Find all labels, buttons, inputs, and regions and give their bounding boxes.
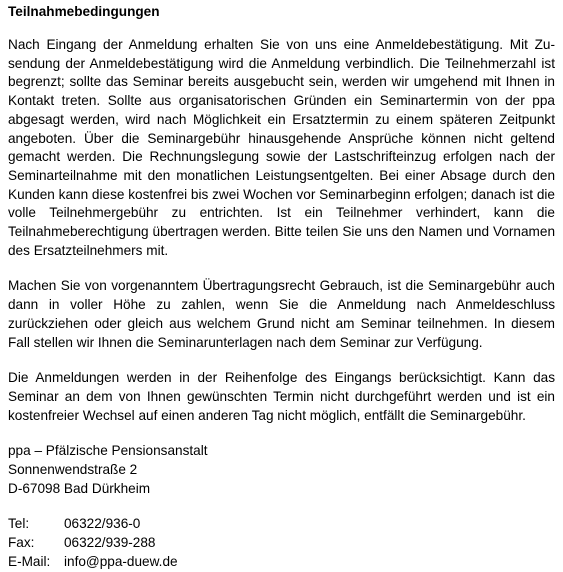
address-company: ppa – Pfälzische Pensionsanstalt xyxy=(8,443,208,459)
paragraph-registration: Nach Eingang der Anmeldung erhalten Sie von uns eine Anmeldebestätigung. Mit Zusendung der Anmeldebestätigung wird die Anmeldung verbindlich. Die Teilnehmerzahl ist begrenzt; sollte das Seminar bereits ausgebucht sein, werden wir umgehend mit Ihnen in Kontakt treten. Sollte aus organisatorischen Gründen ein Seminartermin von der ppa abgesagt werden, wird nach Möglichkeit ein Ersatztermin zu einem späteren Zeitpunkt angeboten. Über die Seminargebühr hinausgehende Ansprüche können nicht geltend gemacht werden. Die Rechnungslegung sowie der Lastschrifteinzug erfolgen nach der Seminarteilnahme mit den monatlichen Leistungsentgelten. Bei einer Absage durch den Kunden kann diese kostenfrei bis zwei Wochen vor Seminarbeginn erfolgen; danach ist die volle Teilnehmergebühr zu entrichten. Ist ein Teilnehmer verhindert, kann die Teilnahmeberechtigung übertragen werden. Bitte teilen Sie uns den Namen und Vornamen des Ersatzteilnehmers mit. xyxy=(8,37,555,258)
paragraph-order: Die Anmeldungen werden in der Reihenfolge des Eingangs berücksichtigt. Kann das Seminar an dem von Ihnen gewünschten Termin nicht durchgeführt werden und ist ein kostenfreier Wechsel auf einen anderen Tag nicht möglich, entfällt die Seminargebühr. xyxy=(8,370,555,423)
fax-value: 06322/939-288 xyxy=(64,535,156,551)
contact-row-email xyxy=(8,553,555,572)
document-title: Teilnahmebedingungen xyxy=(8,4,160,19)
address-street: Sonnenwendstraße 2 xyxy=(8,462,138,478)
tel-label: Tel: xyxy=(8,516,30,532)
address-city: D-67098 Bad Dürkheim xyxy=(8,480,151,496)
email-value: info@ppa-duew.de xyxy=(64,553,178,569)
paragraph-transfer: Machen Sie von vorgenanntem Übertragungsrecht Gebrauch, ist die Seminargebühr auch dann in voller Höhe zu zahlen, wenn Sie die Anmeldung nach Anmeldeschluss zurückziehen oder gleich aus welchem Grund nicht am Seminar teilnehmen. In diesem Fall stellen wir Ihnen die Seminarunterlagen nach dem Seminar zur Verfügung. xyxy=(8,278,555,350)
email-label: E-Mail: xyxy=(8,553,51,569)
contact-row-tel xyxy=(8,515,555,534)
fax-label: Fax: xyxy=(8,535,35,551)
address-block xyxy=(8,442,555,498)
tel-value: 06322/936-0 xyxy=(64,516,141,532)
contact-block xyxy=(8,515,555,571)
contact-row-fax xyxy=(8,534,555,553)
